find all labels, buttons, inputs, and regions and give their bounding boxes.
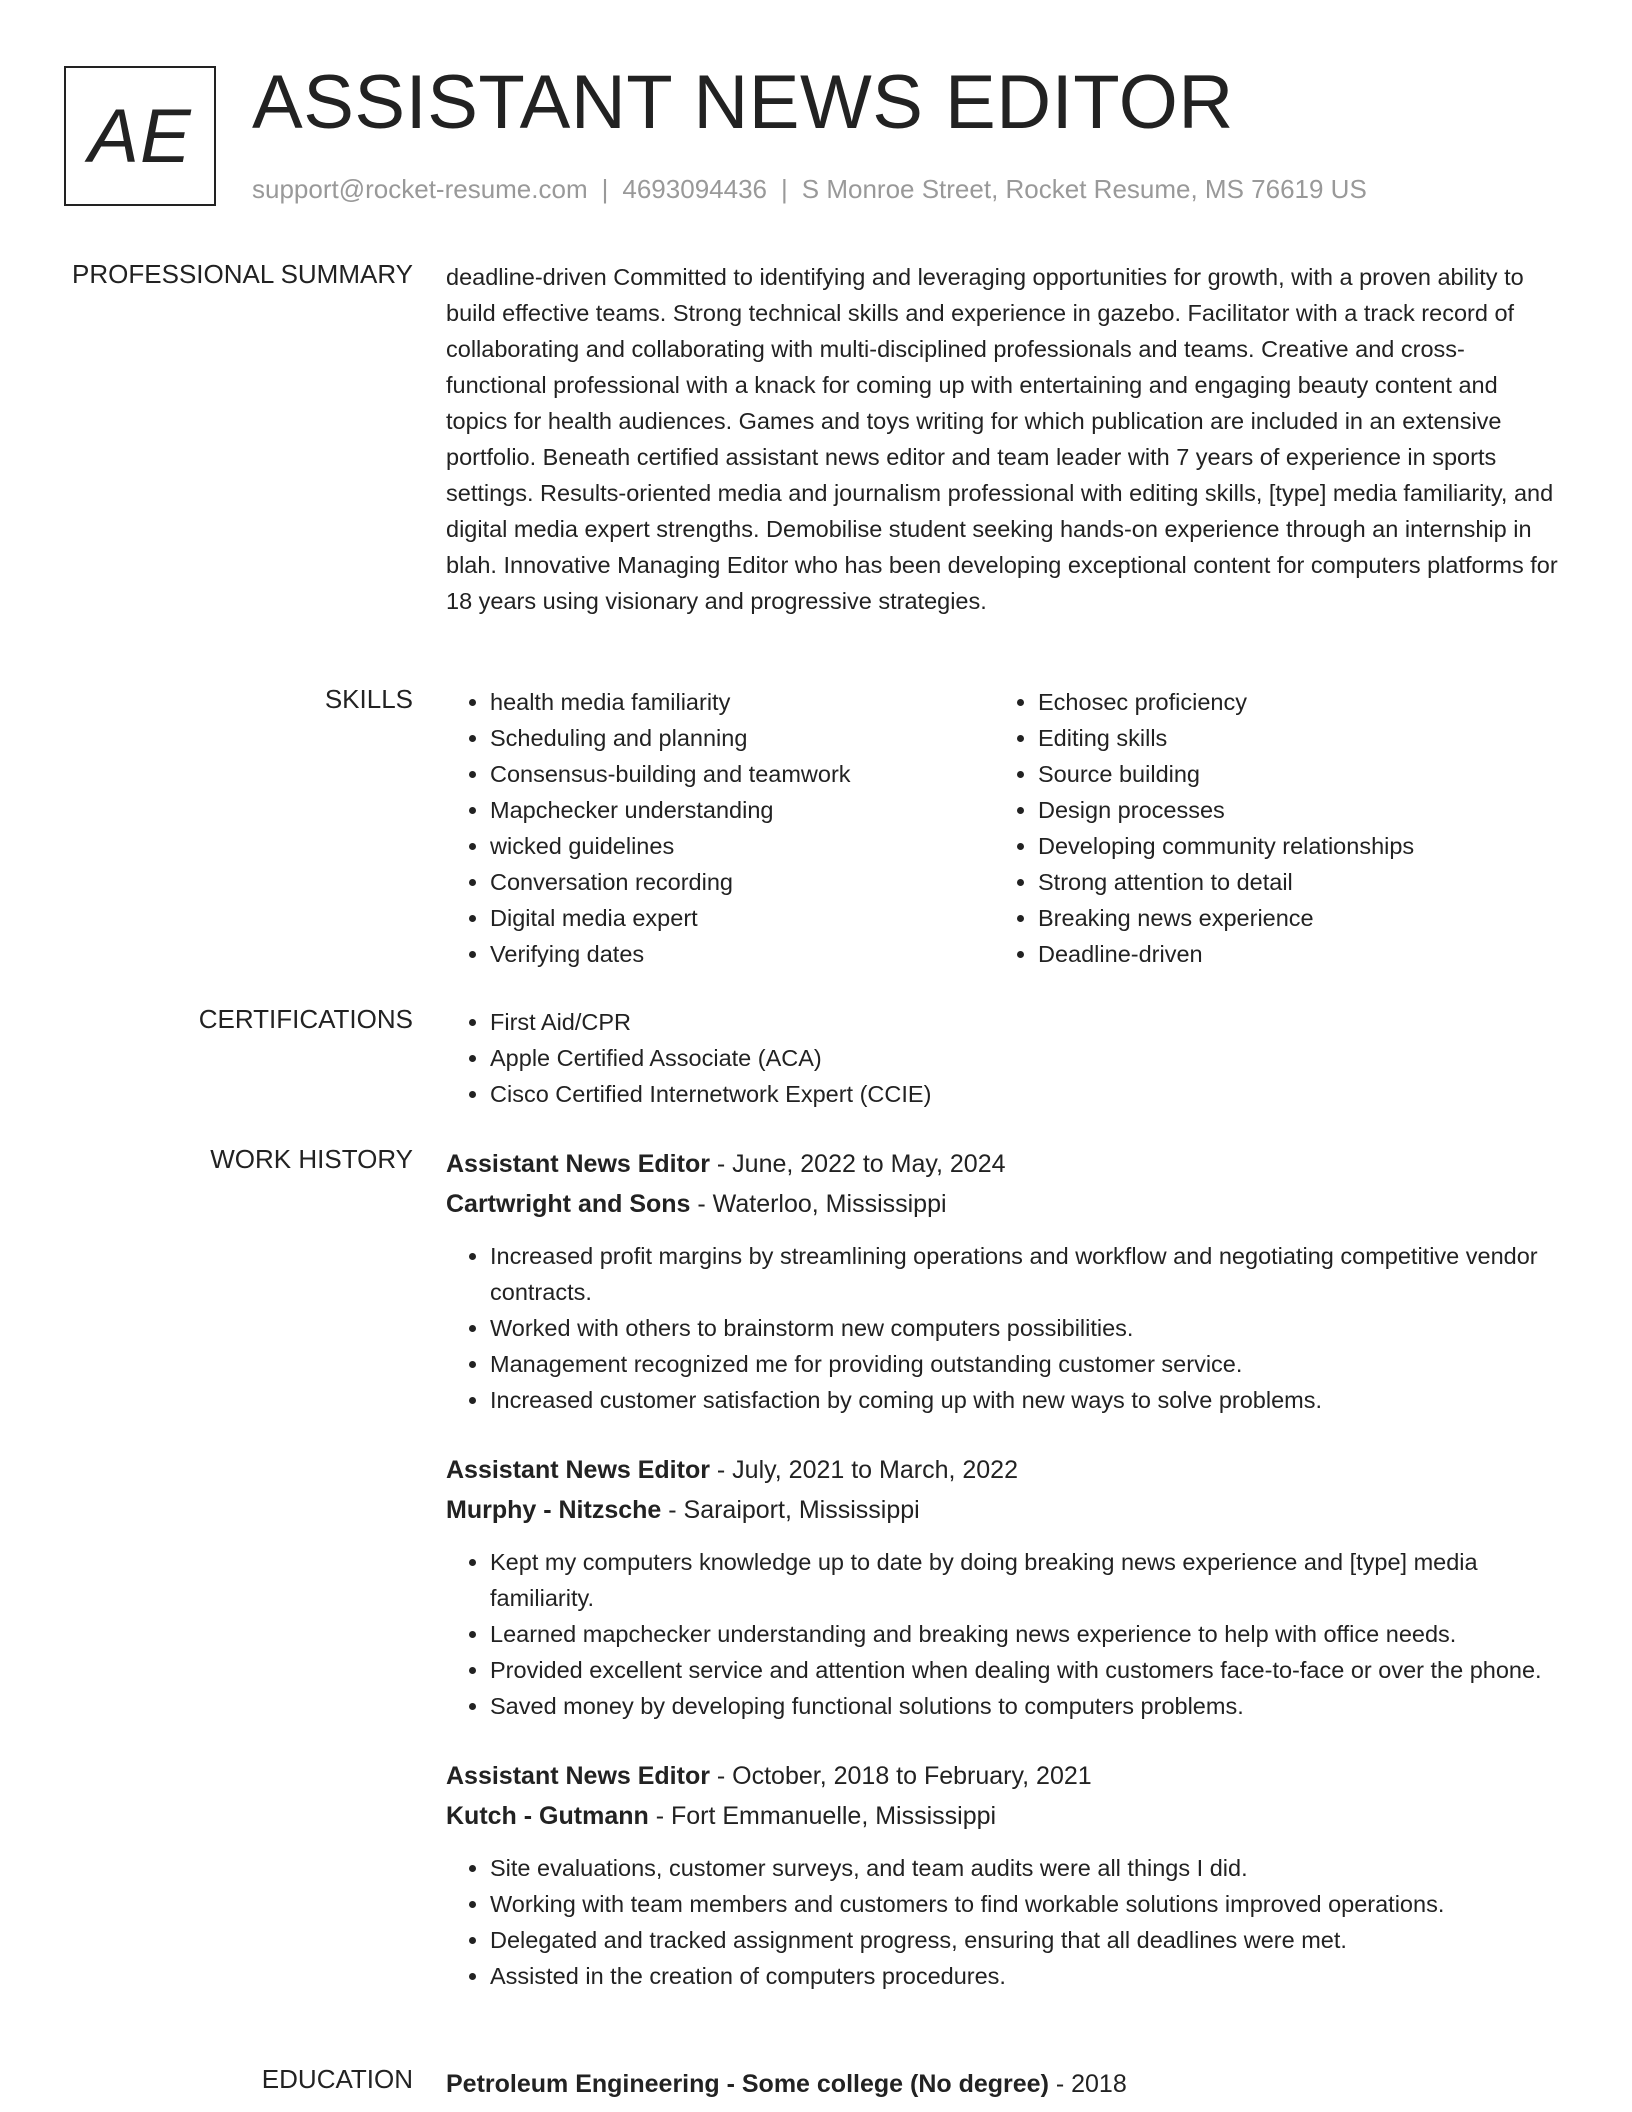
job-company-line	[446, 1490, 1562, 1530]
contact-separator: |	[601, 174, 609, 204]
certifications-list	[446, 1004, 1562, 1112]
job-title: Assistant News Editor	[446, 1150, 710, 1178]
job-bullet: • Working with team members and customers to find workable solutions improved operations.	[490, 1886, 1562, 1922]
education-entry	[446, 2064, 1562, 2104]
job-dates: - June, 2022 to May, 2024	[709, 1150, 1006, 1178]
skill-item: • health media familiarity	[490, 684, 994, 720]
skill-item: • Source building	[1038, 756, 1542, 792]
contact-line	[252, 174, 1367, 205]
education-year: - 2018	[1048, 2070, 1127, 2098]
certification-item: • First Aid/CPR	[490, 1004, 1562, 1040]
job-bullets	[446, 1850, 1562, 1994]
skill-item: • Editing skills	[1038, 720, 1542, 756]
skill-item: • Conversation recording	[490, 864, 994, 900]
section-label-certifications: CERTIFICATIONS	[198, 1004, 413, 1034]
skills-body	[446, 684, 1562, 972]
job-company-line	[446, 1184, 1562, 1224]
job-bullet: • Assisted in the creation of computers procedures.	[490, 1958, 1562, 1994]
contact-email: support@rocket-resume.com	[252, 174, 588, 204]
skill-item: • Scheduling and planning	[490, 720, 994, 756]
job-entry	[446, 1450, 1562, 1724]
summary-body	[446, 259, 1562, 619]
skill-item: • Echosec proficiency	[1038, 684, 1542, 720]
job-bullet: • Worked with others to brainstorm new computers possibilities.	[490, 1310, 1562, 1346]
skill-item: • Consensus-building and teamwork	[490, 756, 994, 792]
job-bullet: • Kept my computers knowledge up to date by doing breaking news experience and [type] media familiarity.	[490, 1544, 1562, 1616]
contact-address: S Monroe Street, Rocket Resume, MS 76619 US	[801, 174, 1367, 204]
job-location: - Saraiport, Mississippi	[661, 1496, 920, 1524]
skill-item: • Verifying dates	[490, 936, 994, 972]
job-company-line	[446, 1796, 1562, 1836]
contact-phone: 4693094436	[622, 174, 767, 204]
job-bullet: • Management recognized me for providing outstanding customer service.	[490, 1346, 1562, 1382]
job-dates: - July, 2021 to March, 2022	[709, 1456, 1018, 1484]
skill-item: • Design processes	[1038, 792, 1542, 828]
job-bullets	[446, 1238, 1562, 1418]
certification-item: • Apple Certified Associate (ACA)	[490, 1040, 1562, 1076]
job-title: Assistant News Editor	[446, 1762, 710, 1790]
section-label-education: EDUCATION	[261, 2064, 413, 2094]
job-bullet: • Increased profit margins by streamlining operations and workflow and negotiating competitive vendor contracts.	[490, 1238, 1562, 1310]
job-bullet: • Delegated and tracked assignment progress, ensuring that all deadlines were met.	[490, 1922, 1562, 1958]
initials-monogram: AE	[64, 66, 216, 206]
job-title: Assistant News Editor	[446, 1456, 710, 1484]
job-bullet: • Learned mapchecker understanding and breaking news experience to help with office needs.	[490, 1616, 1562, 1652]
certification-item: • Cisco Certified Internetwork Expert (CCIE)	[490, 1076, 1562, 1112]
skill-item: • Deadline-driven	[1038, 936, 1542, 972]
job-company: Kutch - Gutmann	[446, 1802, 649, 1830]
skills-list-right	[994, 684, 1542, 972]
job-dates: - October, 2018 to February, 2021	[709, 1762, 1092, 1790]
education-body	[446, 2064, 1562, 2104]
job-title-line	[446, 1756, 1562, 1796]
summary-text: deadline-driven Committed to identifying and leveraging opportunities for growth, with a proven ability to build effective teams. Strong technical skills and experience in gazebo. Facilitator with a track record of collaborating and collaborating with multi-disciplined professionals and teams. Creative and cross-functional professional with a knack for coming up with entertaining and engaging beauty content and topics for health audiences. Games and toys writing for which publication are included in an extensive portfolio. Beneath certified assistant news editor and team leader with 7 years of experience in sports settings. Results-oriented media and journalism professional with editing skills, [type] media familiarity, and digital media expert strengths. Demobilise student seeking hands-on experience through an internship in blah. Innovative Managing Editor who has been developing exceptional content for computers platforms for 18 years using visionary and progressive strategies.	[446, 264, 1558, 614]
job-bullets	[446, 1544, 1562, 1724]
skill-item: • Breaking news experience	[1038, 900, 1542, 936]
skill-item: • Strong attention to detail	[1038, 864, 1542, 900]
work-history-body	[446, 1144, 1562, 2026]
section-label-summary: PROFESSIONAL SUMMARY	[72, 259, 413, 289]
skill-item: • Mapchecker understanding	[490, 792, 994, 828]
job-bullet: • Site evaluations, customer surveys, and team audits were all things I did.	[490, 1850, 1562, 1886]
job-company: Murphy - Nitzsche	[446, 1496, 662, 1524]
job-title-line	[446, 1450, 1562, 1490]
job-bullet: • Saved money by developing functional solutions to computers problems.	[490, 1688, 1562, 1724]
job-title-line	[446, 1144, 1562, 1184]
skill-item: • Digital media expert	[490, 900, 994, 936]
job-bullet: • Provided excellent service and attention when dealing with customers face-to-face or over the phone.	[490, 1652, 1562, 1688]
contact-separator: |	[781, 174, 788, 204]
job-entry	[446, 1756, 1562, 1994]
skill-item: • Developing community relationships	[1038, 828, 1542, 864]
job-location: - Waterloo, Mississippi	[690, 1190, 947, 1218]
job-location: - Fort Emmanuelle, Mississippi	[648, 1802, 997, 1830]
job-bullet: • Increased customer satisfaction by coming up with new ways to solve problems.	[490, 1382, 1562, 1418]
job-company: Cartwright and Sons	[446, 1190, 691, 1218]
skills-list-left	[446, 684, 994, 972]
section-label-skills: SKILLS	[324, 684, 413, 714]
certifications-body	[446, 1004, 1562, 1112]
job-entry	[446, 1144, 1562, 1418]
skill-item: • wicked guidelines	[490, 828, 994, 864]
education-degree: Petroleum Engineering - Some college (No degree)	[446, 2070, 1049, 2098]
section-label-work-history: WORK HISTORY	[210, 1144, 413, 1174]
resume-title: ASSISTANT NEWS EDITOR	[252, 60, 1234, 145]
